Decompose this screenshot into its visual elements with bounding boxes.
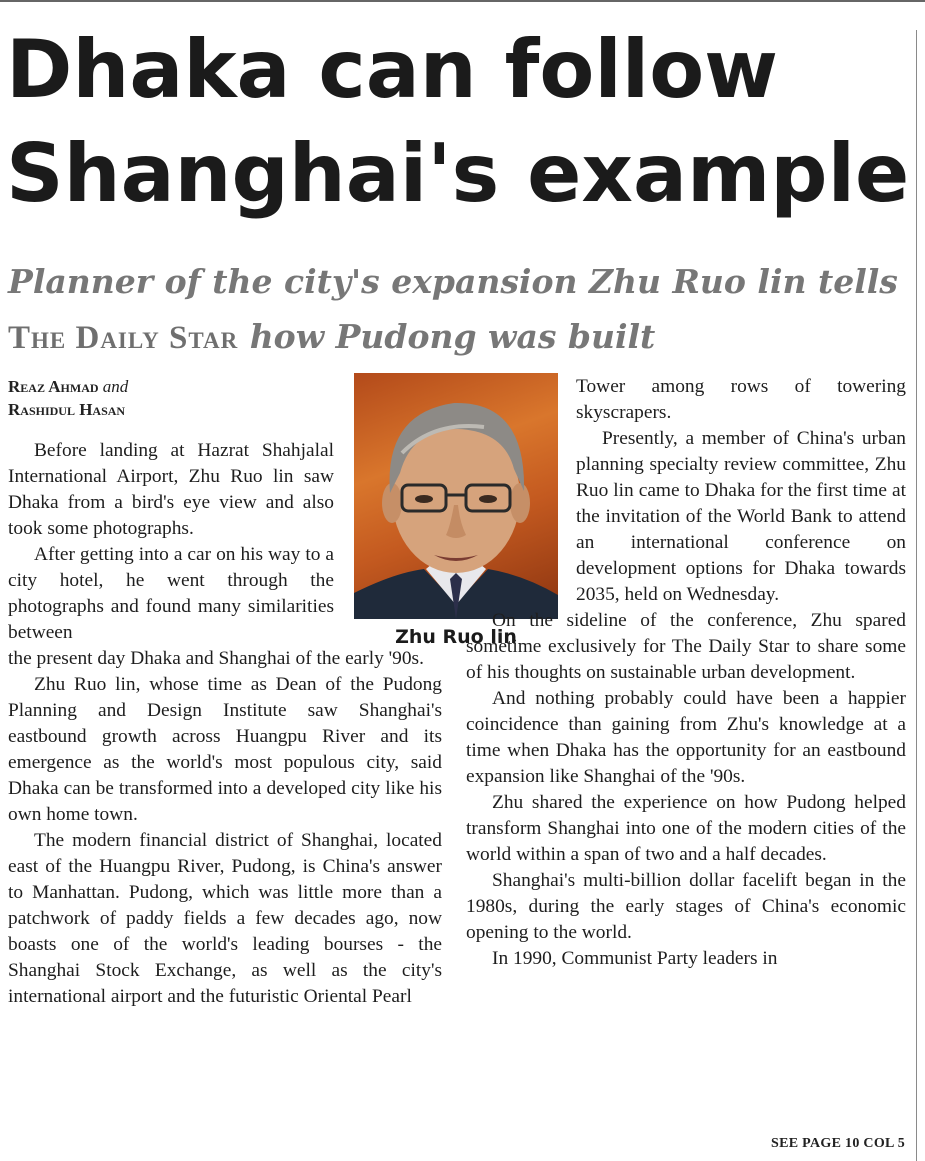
paragraph: Before landing at Hazrat Shahjalal International Airport, Zhu Ruo lin saw Dhaka from a bird's eye view and also took some photographs. [8, 440, 334, 539]
headline-line-2: Shanghai's example [6, 127, 910, 220]
byline-author-2: Rashidul Hasan [8, 400, 126, 419]
headline-line-1: Dhaka can follow [6, 23, 779, 116]
byline-and: and [102, 377, 129, 396]
top-rule [0, 0, 925, 2]
subhead-line-1: Planner of the city's expansion Zhu Ruo lin tells [8, 262, 898, 301]
paragraph: Zhu Ruo lin, whose time as Dean of the Pudong Planning and Design Institute saw Shanghai's eastbound growth across Huangpu River and its emergence as the world's most populous city, said Dhaka can be transformed into a developed city like his own home town. [8, 674, 442, 825]
byline [8, 375, 338, 421]
headline [6, 18, 911, 226]
paragraph: Zhu shared the experience on how Pudong helped transform Shanghai into one of the modern cities of the world within a span of two and a half decades. [466, 792, 906, 865]
article-column-1 [8, 438, 442, 1010]
paragraph: On the sideline of the conference, Zhu spared sometime exclusively for The Daily Star to share some of his thoughts on sustainable urban development. [466, 610, 906, 683]
article-column-2 [466, 374, 906, 972]
subheadline [8, 254, 913, 366]
subhead-line-2: how Pudong was built [249, 317, 656, 356]
paragraph: Presently, a member of China's urban planning specialty review committee, Zhu Ruo lin came to Dhaka for the first time at the invitation of the World Bank to attend an international conference on development options for Dhaka towards 2035, held on Wednesday. [576, 428, 906, 605]
jump-line: SEE PAGE 10 COL 5 [771, 1136, 905, 1151]
paragraph: After getting into a car on his way to a city hotel, he went through the photographs and found many similarities between [8, 544, 334, 643]
column-rule [916, 30, 917, 1161]
masthead-logo: The Daily Star [8, 320, 239, 356]
paragraph-continued: Tower among rows of towering skyscrapers. [576, 376, 906, 423]
paragraph: In 1990, Communist Party leaders in [492, 948, 778, 969]
photo-caption: Zhu Ruo lin [395, 626, 517, 648]
paragraph: Shanghai's multi-billion dollar facelift began in the 1980s, during the early stages of China's economic opening to the world. [466, 870, 906, 943]
paragraph: The modern financial district of Shanghai, located east of the Huangpu River, Pudong, is China's answer to Manhattan. Pudong, which was little more than a patchwork of paddy fields a few decades ago, now boasts one of the world's leading bourses - the Shanghai Stock Exchange, as well as the city's international airport and the futuristic Oriental Pearl [8, 830, 442, 1007]
paragraph: And nothing probably could have been a happier coincidence than gaining from Zhu's knowledge at a time when Dhaka has the opportunity for an eastbound expansion like Shanghai of the '90s. [466, 688, 906, 787]
paragraph-continued: the present day Dhaka and Shanghai of the early '90s. [8, 648, 424, 669]
byline-author-1: Reaz Ahmad [8, 377, 99, 396]
